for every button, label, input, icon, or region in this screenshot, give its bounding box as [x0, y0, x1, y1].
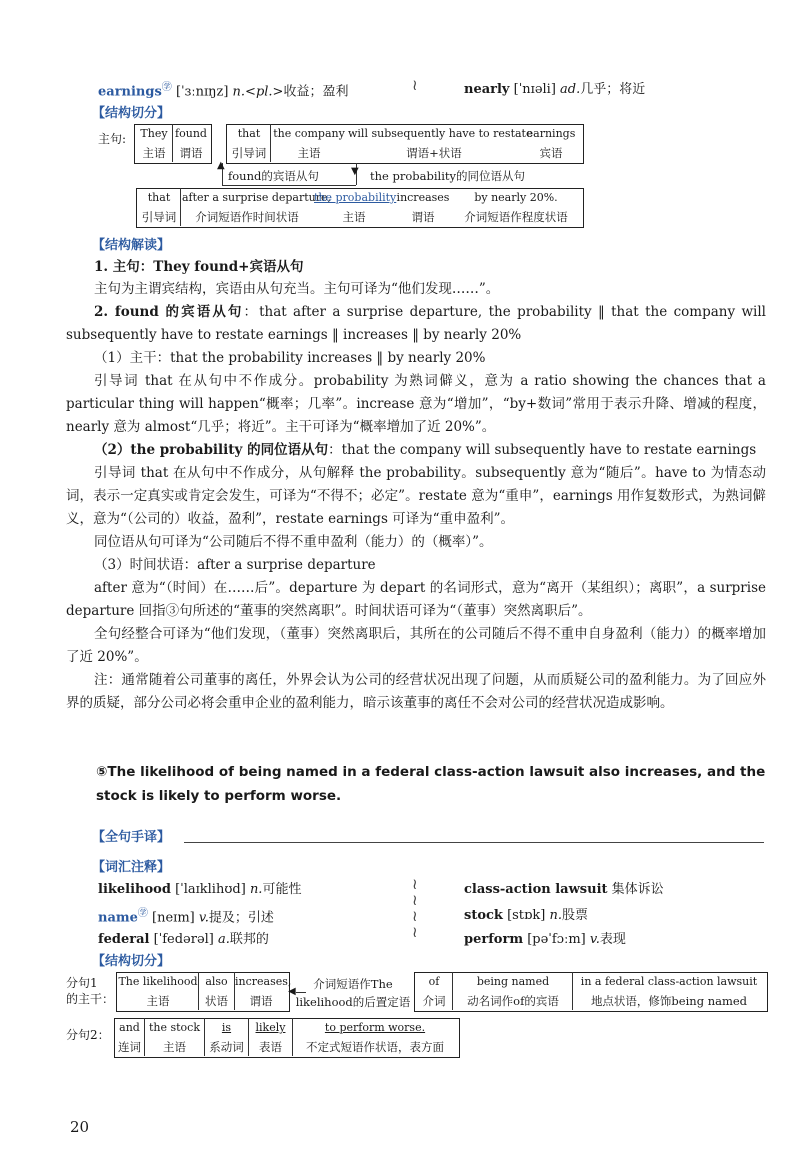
vocab-stock: stock [stɒk] n.股票: [464, 908, 588, 923]
cell-cn: 主语: [342, 210, 366, 224]
arrow-up-icon: ▲: [217, 160, 225, 171]
clause2-label: 分句2：: [66, 1028, 110, 1042]
section-header-structure-cut-2: 【结构切分】: [92, 954, 171, 969]
cell-en: by nearly 20%.: [474, 191, 558, 204]
cell-cn: 主语: [142, 146, 166, 160]
vocab-likelihood: likelihood [ˈlaɪklihʊd] n.可能性: [98, 882, 302, 897]
vocab-ipa: [ˈnɪəli]: [513, 82, 556, 97]
cell-en: The likelihood: [118, 975, 198, 988]
cell-en: in a federal class-action lawsuit: [580, 975, 758, 988]
note-appositive-clause: the probability的同位语从句: [370, 169, 526, 183]
section-header-structure-cut: 【结构切分】: [92, 106, 171, 121]
vocab-pos: ad.: [560, 82, 581, 97]
cell-en: after a surprise departure,: [182, 191, 332, 204]
cell-cn: 宾语: [539, 146, 563, 160]
sentence-5: ⑤The likelihood of being named in a federal class-action lawsuit also increases, and the stock is likely to perform worse.: [96, 764, 766, 804]
vocab-federal: federal [ˈfedərəl] a.联邦的: [98, 932, 269, 947]
cell-en: of: [428, 975, 440, 988]
cell-cn: 表语: [259, 1040, 282, 1054]
cell-en: the probability: [314, 191, 397, 204]
section-header-structure-explain: 【结构解读】: [92, 238, 171, 253]
vocab-def: 几乎；将近: [580, 82, 646, 97]
vocab-pos: n.<pl.>: [232, 84, 284, 100]
cell-en: that: [237, 127, 261, 140]
cell-en: also: [205, 975, 228, 988]
cell-en: increases,: [235, 975, 292, 988]
divider-squiggle: ≀ ≀ ≀ ≀: [412, 875, 418, 941]
explain-sub-2: （2）the probability 的同位语从句：that the company will subsequently have to restate earnings: [94, 442, 757, 458]
cell-cn: 介词短语作程度状语: [464, 210, 568, 224]
cell-cn: 谓语: [411, 210, 435, 224]
main-clause-label: 主句:: [98, 132, 127, 146]
section-header-vocab: 【词汇注释】: [92, 860, 171, 875]
vocab-name: name㊫ [neɪm] v.提及；引述: [98, 908, 274, 926]
vocab-word: earnings: [98, 84, 162, 100]
page-number: 20: [70, 1118, 90, 1136]
postmodifier-note: 介词短语作The likelihood的后置定语: [295, 977, 411, 1009]
cell-cn: 谓语: [179, 146, 203, 160]
cell-en: to perform worse.: [324, 1021, 426, 1034]
clause1-label: 分句1 的主干：: [66, 976, 115, 1006]
vocab-class-action-lawsuit: class-action lawsuit 集体诉讼: [464, 882, 664, 897]
cell-cn: 状语: [205, 994, 228, 1008]
cell-cn: 连词: [118, 1040, 141, 1054]
vocab-ipa: [ˈɜːnɪŋz]: [175, 84, 229, 100]
cell-cn: 动名词作of的宾语: [467, 994, 559, 1008]
explain-heading-2: 2. found 的宾语从句：that after a surprise departure, the probability ‖ that the company will subsequently have to restate earnings ‖ increases ‖ by nearly 20%: [66, 304, 766, 343]
cell-cn: 主语: [163, 1040, 186, 1054]
cell-cn: 引导词: [231, 146, 267, 160]
explain-para-1: 主句为主谓宾结构，宾语由从句充当。主句可译为“他们发现……”。: [94, 281, 500, 297]
cell-cn: 主语: [146, 994, 170, 1008]
cell-en: found: [175, 127, 207, 140]
translation-blank-line[interactable]: [184, 842, 764, 843]
vocab-def: 收益；盈利: [283, 84, 349, 100]
divider-squiggle: ≀: [412, 76, 418, 94]
cell-cn: 系动词: [209, 1040, 244, 1054]
explain-para-4: 同位语从句可译为“公司随后不得不重申盈利（能力）的（概率）”。: [94, 534, 493, 550]
cell-cn: 谓语: [249, 994, 273, 1008]
cell-cn: 不定式短语作状语，表方面: [306, 1040, 444, 1054]
vocab-earnings: [98, 78, 348, 99]
cell-en: increases: [396, 191, 450, 204]
cell-cn: 谓语+状语: [406, 146, 462, 160]
cell-en: and: [119, 1021, 140, 1034]
explain-heading-1: 1. 主句：They found+宾语从句: [94, 259, 304, 275]
cell-en: earnings: [526, 127, 576, 140]
vocab-perform: perform [pəˈfɔːm] v.表现: [464, 932, 626, 947]
explain-para-6: 全句经整合可译为“他们发现，（董事）突然离职后，其所在的公司随后不得不重申自身盈利（能力）的概率增加了近 20%”。: [66, 626, 766, 665]
arrow-down-icon: ▼: [351, 166, 359, 177]
cell-en: the stock: [148, 1021, 201, 1034]
cell-en: the company: [273, 127, 345, 140]
explain-note: 注：通常随着公司董事的离任，外界会认为公司的经营状况出现了问题，从而质疑公司的盈利能力。为了回应外界的质疑，部分公司必将会重申企业的盈利能力，暗示该董事的离任不会对公司的经营状况造成影响。: [66, 672, 766, 711]
explain-sub-3: （3）时间状语：after a surprise departure: [94, 557, 376, 573]
note-object-clause: found的宾语从句: [228, 169, 319, 183]
cell-en: is: [221, 1021, 232, 1034]
cell-en: They: [140, 127, 168, 140]
vocab-word: nearly: [464, 82, 510, 97]
cell-en: being named: [476, 975, 550, 988]
cell-cn: 主语: [297, 146, 321, 160]
explain-para-2: 引导词 that 在从句中不作成分。probability 为熟词僻义，意为 a ratio showing the chances that a particular thing will happen“概率；几率”。increase 意为“增加”，“by+数词”常用于表示升降、增减的程度，nearly 意为 almost“几乎；将近”。主干可译为“概率增加了近 20%”。: [66, 373, 766, 435]
arrow-left-icon: ◀: [288, 986, 296, 997]
cell-en: that: [147, 191, 171, 204]
frequency-mark-icon: ㊫: [161, 82, 172, 93]
cell-cn: 介词: [422, 994, 446, 1008]
cell-cn: 引导词: [141, 210, 177, 224]
cell-en: will subsequently have to restate: [348, 127, 533, 140]
cell-en: likely: [255, 1021, 286, 1034]
explain-para-5: after 意为“（时间）在……后”。departure 为 depart 的名词形式，意为“离开（某组织）；离职”，a surprise departure 回指③句所述的“董事的突然离职”。时间状语可译为“（董事）突然离职后”。: [66, 580, 766, 619]
frequency-mark-icon: ㊫: [137, 908, 148, 919]
vocab-nearly: [464, 78, 645, 97]
explain-sub-1: （1）主干：that the probability increases ‖ by nearly 20%: [94, 350, 486, 366]
cell-cn: 介词短语作时间状语: [195, 210, 299, 224]
cell-cn: 地点状语，修饰being named: [590, 994, 748, 1008]
explain-para-3: 引导词 that 在从句中不作成分，从句解释 the probability。subsequently 意为“随后”。have to 为情态动词，表示一定真实或肯定会发生，可译为“不得不；必定”。restate 意为“重申”，earnings 用作复数形式，为熟词僻义，意为“（公司的）收益，盈利”，restate earnings 可译为“重申盈利”。: [66, 465, 766, 527]
section-header-translate: 【全句手译】: [92, 830, 171, 845]
